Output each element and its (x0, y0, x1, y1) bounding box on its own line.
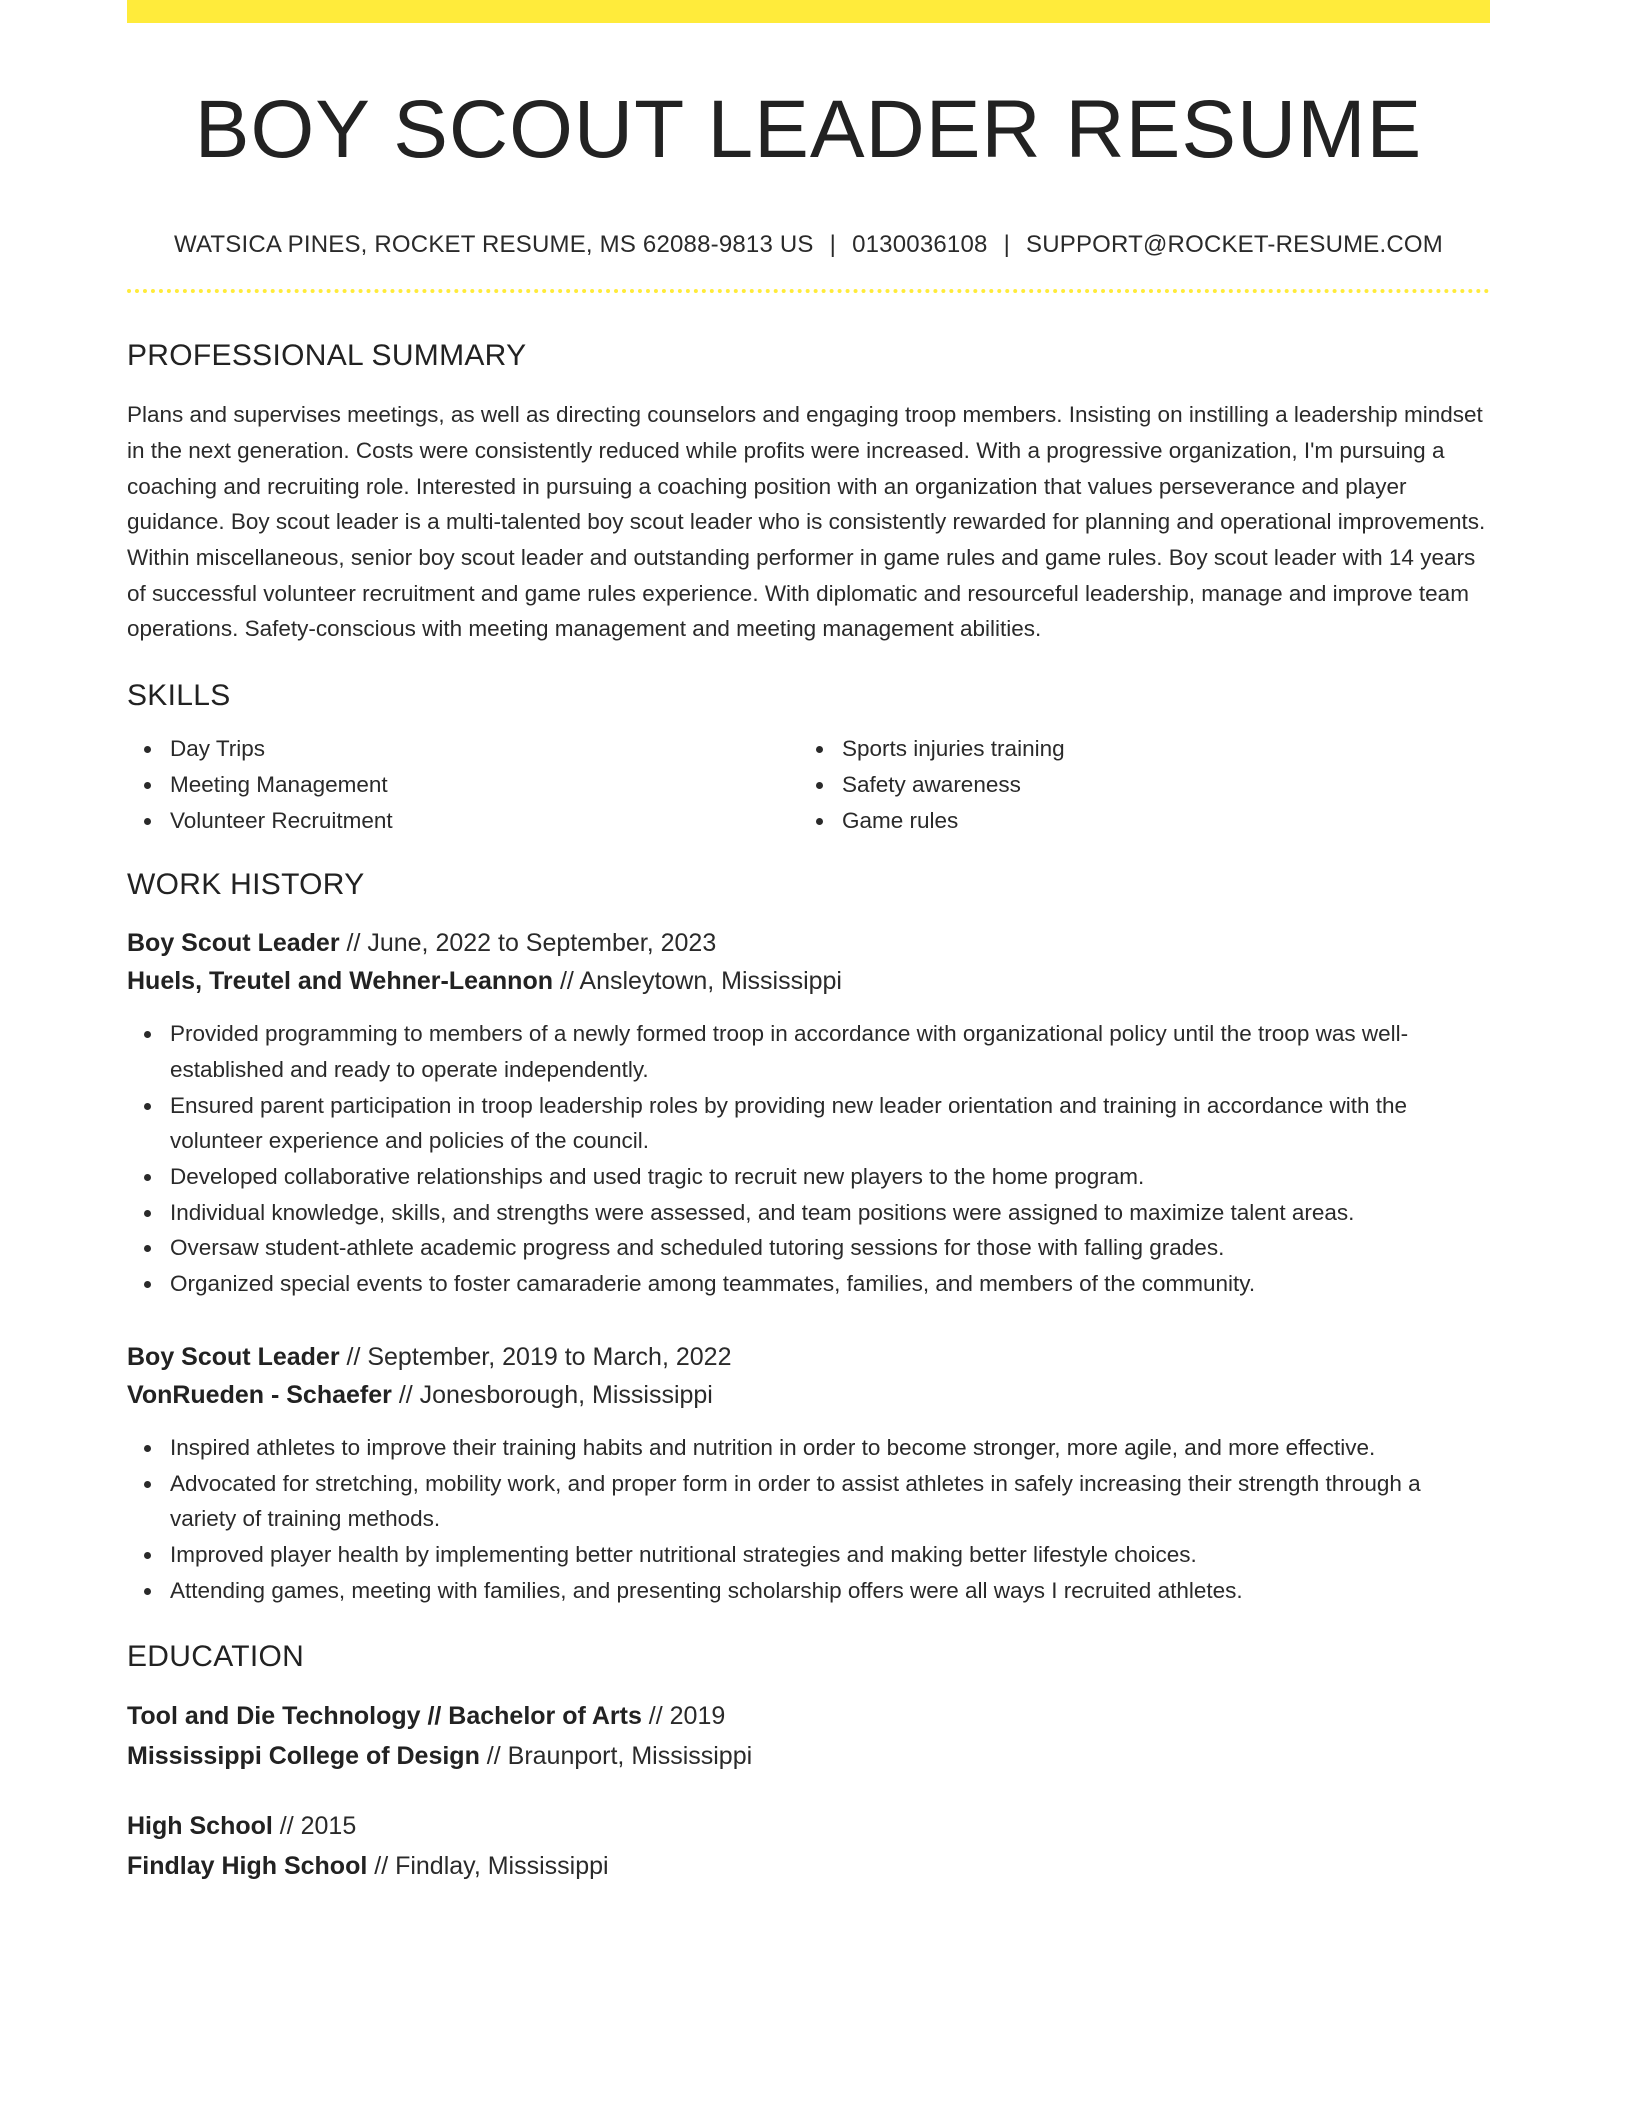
job-company: VonRueden - Schaefer (127, 1380, 392, 1409)
education-school: Findlay High School (127, 1852, 368, 1881)
skill-item: Safety awareness (799, 767, 1471, 803)
skill-item: Volunteer Recruitment (127, 803, 799, 839)
job-position: Boy Scout Leader (127, 1342, 340, 1371)
job-entry (127, 924, 1490, 1302)
skills-column-left (127, 731, 799, 838)
job-bullet: Developed collaborative relationships and used tragic to recruit new players to the home program. (127, 1159, 1490, 1195)
job-bullets (127, 1430, 1490, 1609)
job-bullet: Attending games, meeting with families, and presenting scholarship offers were all ways I recruited athletes. (127, 1573, 1490, 1609)
accent-top-bar (127, 0, 1490, 23)
skill-item: Day Trips (127, 731, 799, 767)
job-dates: // September, 2019 to March, 2022 (339, 1342, 732, 1371)
job-company-line (127, 1376, 1490, 1414)
education-degree: High School (127, 1812, 273, 1841)
education-year: // 2019 (641, 1702, 726, 1731)
contact-email: SUPPORT@ROCKET-RESUME.COM (1026, 231, 1443, 259)
resume-page (127, 0, 1490, 1886)
contact-phone: 0130036108 (852, 231, 988, 259)
education-entry (127, 1806, 1490, 1886)
skill-item: Sports injuries training (799, 731, 1471, 767)
job-bullet: Advocated for stretching, mobility work, and proper form in order to assist athletes in safely increasing their strength through a variety of training methods. (127, 1466, 1490, 1537)
summary-text: Plans and supervises meetings, as well as directing counselors and engaging troop members. Insisting on instilling a leadership mindset in the next generation. Costs were consistently reduced while profits were increased. With a progressive organization, I'm pursuing a coaching and recruiting role. Interested in pursuing a coaching position with an organization that values perseverance and player guidance. Boy scout leader is a multi-talented boy scout leader who is consistently rewarded for planning and operational improvements. Within miscellaneous, senior boy scout leader and outstanding performer in game rules and game rules. Boy scout leader with 14 years of successful volunteer recruitment and game rules experience. With diplomatic and resourceful leadership, manage and improve team operations. Safety-conscious with meeting management and meeting management abilities. (127, 402, 1486, 642)
job-bullet: Improved player health by implementing better nutritional strategies and making better lifestyle choices. (127, 1537, 1490, 1573)
job-bullet: Provided programming to members of a newly formed troop in accordance with organizational policy until the troop was well-established and ready to operate independently. (127, 1016, 1490, 1087)
education-heading: EDUCATION (127, 1640, 305, 1674)
work-history-heading: WORK HISTORY (127, 868, 365, 902)
education-entry (127, 1696, 1490, 1776)
education-location: // Findlay, Mississippi (367, 1852, 609, 1881)
contact-separator: | (829, 231, 837, 259)
job-location: // Jonesborough, Mississippi (391, 1380, 713, 1409)
job-title-line (127, 1338, 1490, 1376)
summary-heading: PROFESSIONAL SUMMARY (127, 339, 527, 373)
education-school: Mississippi College of Design (127, 1742, 480, 1771)
skills-column-right (799, 731, 1471, 838)
job-bullet: Ensured parent participation in troop leadership roles by providing new leader orientation and training in accordance with the volunteer experience and policies of the council. (127, 1088, 1490, 1159)
job-bullet: Organized special events to foster camaraderie among teammates, families, and members of the community. (127, 1266, 1490, 1302)
education-location: // Braunport, Mississippi (479, 1742, 753, 1771)
job-company-line (127, 962, 1490, 1000)
contact-line (127, 231, 1490, 259)
contact-separator: | (1003, 231, 1010, 259)
skills-list (127, 731, 1490, 838)
resume-title: BOY SCOUT LEADER RESUME (194, 84, 1423, 175)
education-year: // 2015 (272, 1812, 357, 1841)
job-company: Huels, Treutel and Wehner-Leannon (127, 967, 553, 996)
job-dates: // June, 2022 to September, 2023 (339, 929, 717, 958)
job-position: Boy Scout Leader (127, 929, 340, 958)
job-title-line (127, 924, 1490, 962)
job-bullet: Inspired athletes to improve their training habits and nutrition in order to become stronger, more agile, and more effective. (127, 1430, 1490, 1466)
contact-address: WATSICA PINES, ROCKET RESUME, MS 62088-9813 US (174, 231, 814, 259)
skill-item: Game rules (799, 803, 1471, 839)
education-degree: Tool and Die Technology // Bachelor of Arts (127, 1702, 642, 1731)
education-degree-line (127, 1696, 1490, 1736)
dotted-divider (127, 289, 1490, 293)
education-school-line (127, 1736, 1490, 1776)
job-bullet: Oversaw student-athlete academic progress and scheduled tutoring sessions for those with falling grades. (127, 1230, 1490, 1266)
skill-item: Meeting Management (127, 767, 799, 803)
job-entry (127, 1338, 1490, 1609)
education-degree-line (127, 1806, 1490, 1846)
education-school-line (127, 1846, 1490, 1886)
job-bullet: Individual knowledge, skills, and strengths were assessed, and team positions were assigned to maximize talent areas. (127, 1195, 1490, 1231)
job-bullets (127, 1016, 1490, 1302)
job-location: // Ansleytown, Mississippi (553, 967, 842, 996)
skills-heading: SKILLS (127, 679, 231, 713)
